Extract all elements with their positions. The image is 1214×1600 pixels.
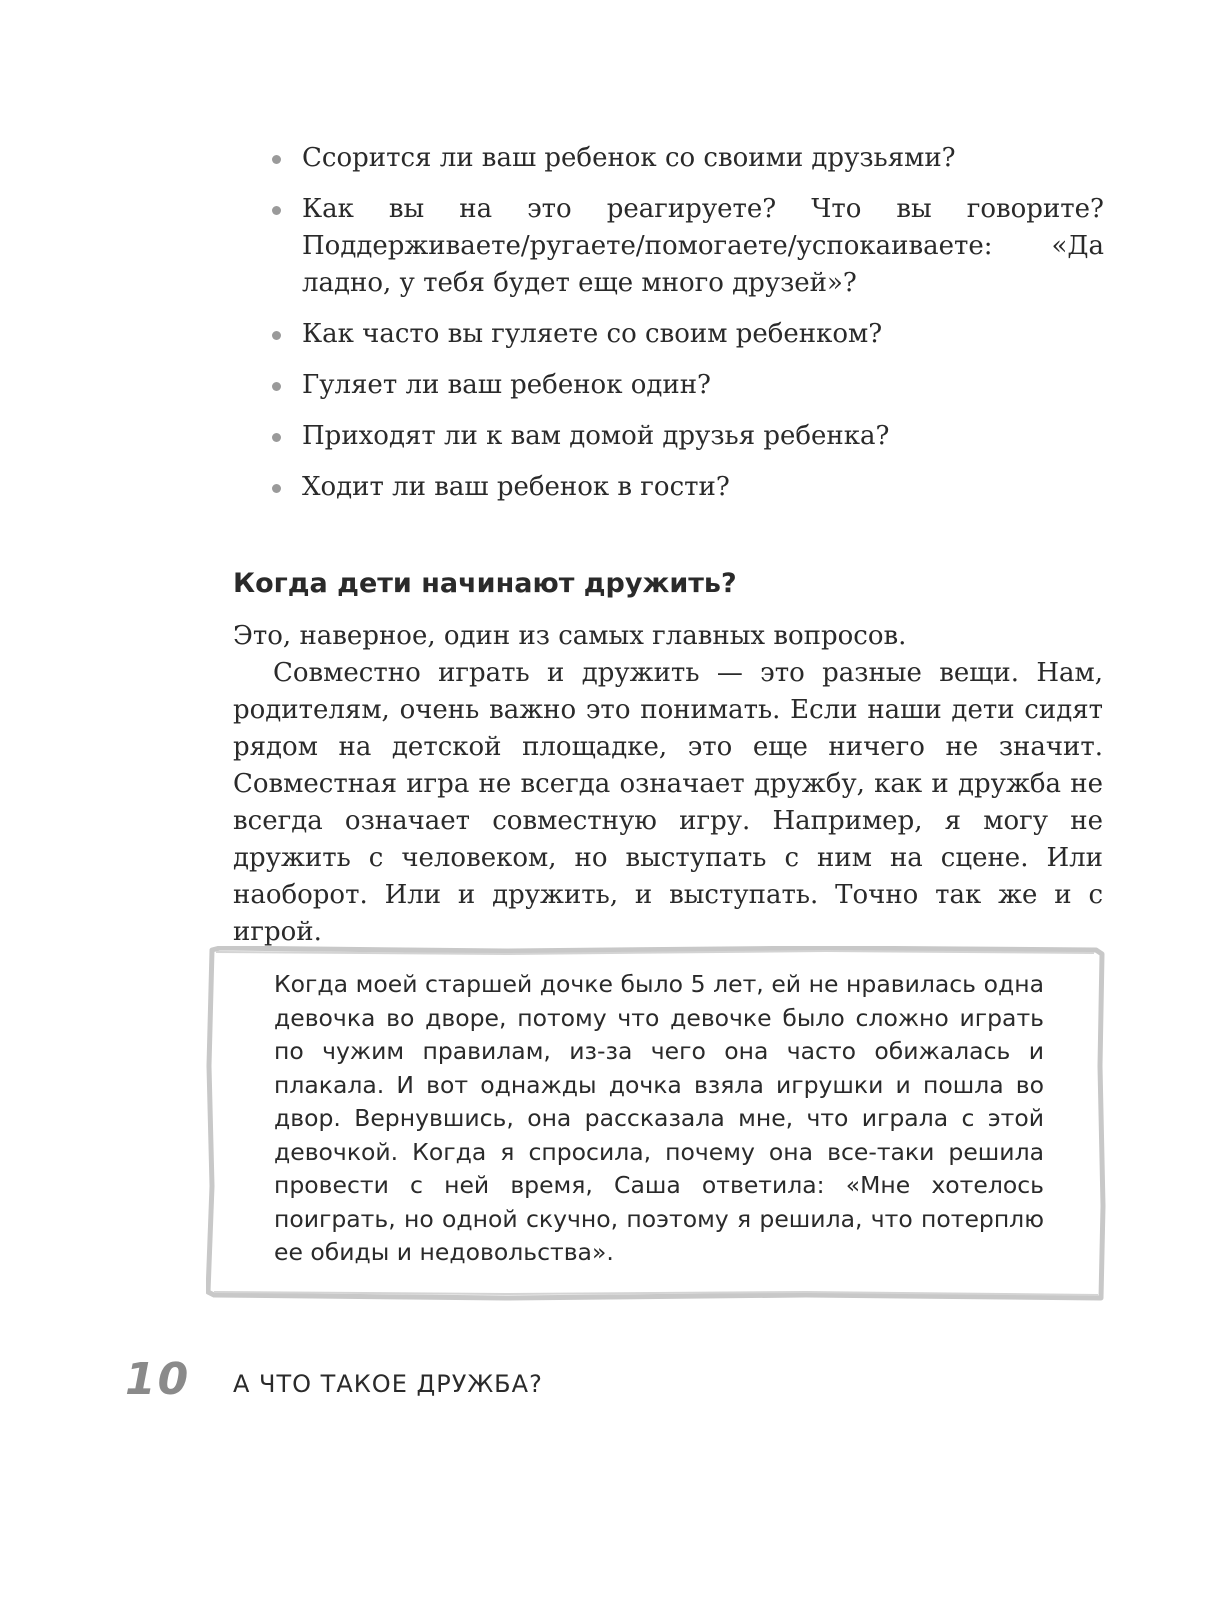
list-item <box>272 469 1104 506</box>
bullet-icon <box>272 331 281 340</box>
anecdote-box <box>206 946 1106 1304</box>
bullet-icon <box>272 155 281 164</box>
paragraph-main: Совместно играть и дружить — это разные вещи. Нам, родителям, очень важно это понимать. Если наши дети сидят рядом на детской площадке, это еще ничего не значит. Совместная игра не всегда означает дружбу, как и дружба не всегда означает совместную игру. Например, я могу не дружить с человеком, но выступать с ним на сцене. Или наоборот. Или и дружить, и выступать. Точно так же и с игрой. <box>233 658 1103 947</box>
running-title: А ЧТО ТАКОЕ ДРУЖБА? <box>233 1370 543 1398</box>
page-number: 10 <box>125 1354 191 1405</box>
bullet-icon <box>272 382 281 391</box>
list-item <box>272 316 1104 353</box>
list-item <box>272 191 1104 302</box>
paragraph-intro: Это, наверное, один из самых главных вопросов. <box>233 621 907 651</box>
list-item-text: Гуляет ли ваш ребенок один? <box>302 370 711 400</box>
list-item <box>272 367 1104 404</box>
list-item <box>272 418 1104 455</box>
bullet-icon <box>272 484 281 493</box>
list-item-text: Ссорится ли ваш ребенок со своими друзьями? <box>302 143 956 173</box>
list-item-text: Ходит ли ваш ребенок в гости? <box>302 472 730 502</box>
section-heading: Когда дети начинают дружить? <box>233 568 737 599</box>
page-footer <box>125 1352 825 1412</box>
list-item-text: Как вы на это реагируете? Что вы говорите? Поддерживаете/ругаете/помогаете/успокаиваете: «Да ладно, у тебя будет еще много друзей»? <box>302 194 1104 298</box>
bullet-icon <box>272 433 281 442</box>
question-list <box>272 140 1104 520</box>
section-body <box>233 618 1103 951</box>
list-item <box>272 140 1104 177</box>
anecdote-text: Когда моей старшей дочке было 5 лет, ей не нравилась одна девочка во дворе, потому что девочке было сложно играть по чужим правилам, из-за чего она часто обижалась и плакала. И вот однажды дочка взяла игрушки и пошла во двор. Вернувшись, она рассказала мне, что играла с этой девочкой. Когда я спросила, почему она все-таки решила провести с ней время, Саша ответила: «Мне хотелось поиграть, но одной скучно, поэтому я решила, что потерплю ее обиды и недовольства». <box>274 970 1044 1266</box>
list-item-text: Приходят ли к вам домой друзья ребенка? <box>302 421 890 451</box>
bullet-icon <box>272 206 281 215</box>
list-item-text: Как часто вы гуляете со своим ребенком? <box>302 319 883 349</box>
